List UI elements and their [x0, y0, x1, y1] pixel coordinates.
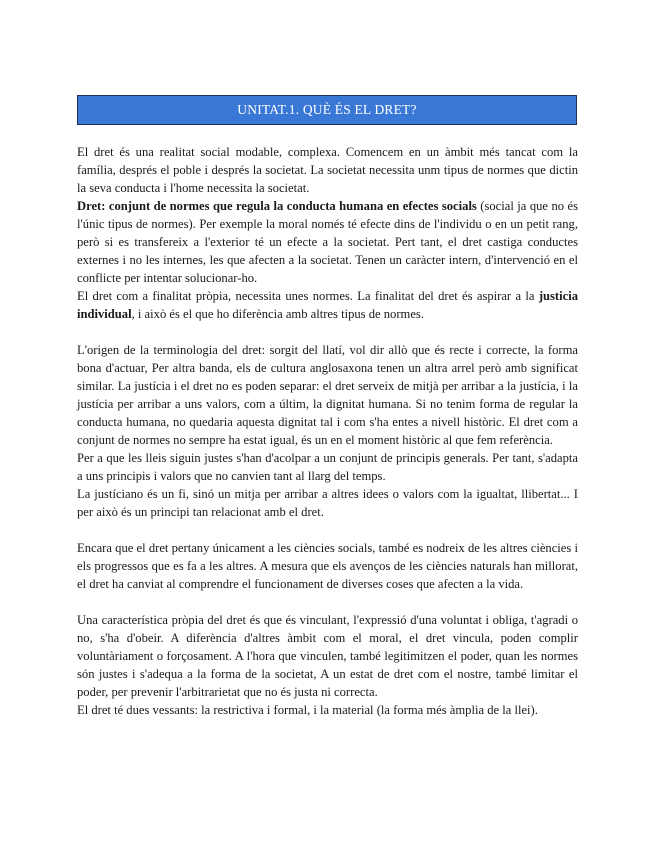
definition-bold: Dret: conjunt de normes que regula la conducta humana en efectes socials — [77, 199, 477, 213]
paragraph-principles: Per a que les lleis siguin justes s'han d'acolpar a un conjunt de principis generals. Per tant, s'adapta a uns principis i valors que no canvien tant al llarg del temps. — [77, 451, 578, 483]
paragraph-justice: La justíciano és un fi, sinó un mitja per arribar a altres idees o valors com la igualtat, llibertat... I per això és un principi tan relacionat amb el dret. — [77, 487, 578, 519]
unit-title: UNITAT.1. QUÈ ÉS EL DRET? — [237, 102, 417, 117]
purpose-text-start: El dret com a finalitat pròpia, necessita unes normes. La finalitat del dret és aspirar a la — [77, 289, 539, 303]
paragraph-intro: El dret és una realitat social modable, complexa. Comencem en un àmbit més tancat com la família, després el poble i després la societat. La societat necessita unm tipus de normes que dictin la seva conducta i l'home necessita la societat. — [77, 145, 578, 195]
paragraph-gap — [77, 323, 578, 341]
paragraph-origin: L'origen de la terminologia del dret: sorgit del llatí, vol dir allò que és recte i correcte, la forma bona d'actuar, Per altra banda, els de cultura anglosaxona tenen un altra arrel però amb significat similar. La justícia i el dret no es poden separar: el dret serveix de mitjà per arribar a la justícia, i la justícia per arribar a uns valors, com a últim, la dignitat humana. Si no tenim forma de regular la conducta humana, no quedaria aquesta dignitat tal i com s'ha entes a nivell històric. El dret com a conjunt de normes no sempre ha estat igual, és un en el moment històric al que fem referència. — [77, 343, 578, 447]
purpose-text-end: , i això és el que ho diferència amb altres tipus de normes. — [131, 307, 424, 321]
paragraph-purpose — [77, 287, 578, 323]
paragraph-definition — [77, 197, 578, 287]
purpose-bold: justicia individual — [77, 289, 578, 321]
definition-text: (social ja que no és l'únic tipus de normes). Per exemple la moral només té efecte dins de l'individu o en un petit rang, però si es transfereix a l'exterior té un efecte a la societat. Pert tant, el dret castiga conductes externes i no les internes, les que afecten a la societat. Tenen un caràcter intern, d'intervenció en el conflicte per intentar solucionar-ho. — [77, 199, 579, 285]
document-body — [77, 143, 578, 719]
paragraph-gap — [77, 521, 578, 539]
paragraph-gap — [77, 593, 578, 611]
paragraph-binding: Una característica pròpia del dret és que és vinculant, l'expressió d'una voluntat i obliga, t'agradi o no, s'ha d'obeir. A diferència d'altres àmbit com el moral, el dret vincula, poden complir voluntàriament o forçosament. A l'hora que vinculen, també legitimitzen el poder, quan les normes són justes i s'adequa a la forma de la societat, A un estat de dret com el nostre, també limitar el poder, per prevenir l'arbitrarietat que no és justa ni correcta. — [77, 613, 578, 699]
unit-title-banner — [77, 95, 577, 125]
paragraph-aspects: El dret té dues vessants: la restrictiva i formal, i la material (la forma més àmplia de la llei). — [77, 703, 538, 717]
paragraph-sciences: Encara que el dret pertany únicament a les ciències socials, també es nodreix de les altres ciències i els progressos que es fa a les altres. A mesura que els avenços de les ciències naturals han millorat, el dret ha canviat al comprendre el funcionament de diverses coses que afecten a la vida. — [77, 541, 578, 591]
